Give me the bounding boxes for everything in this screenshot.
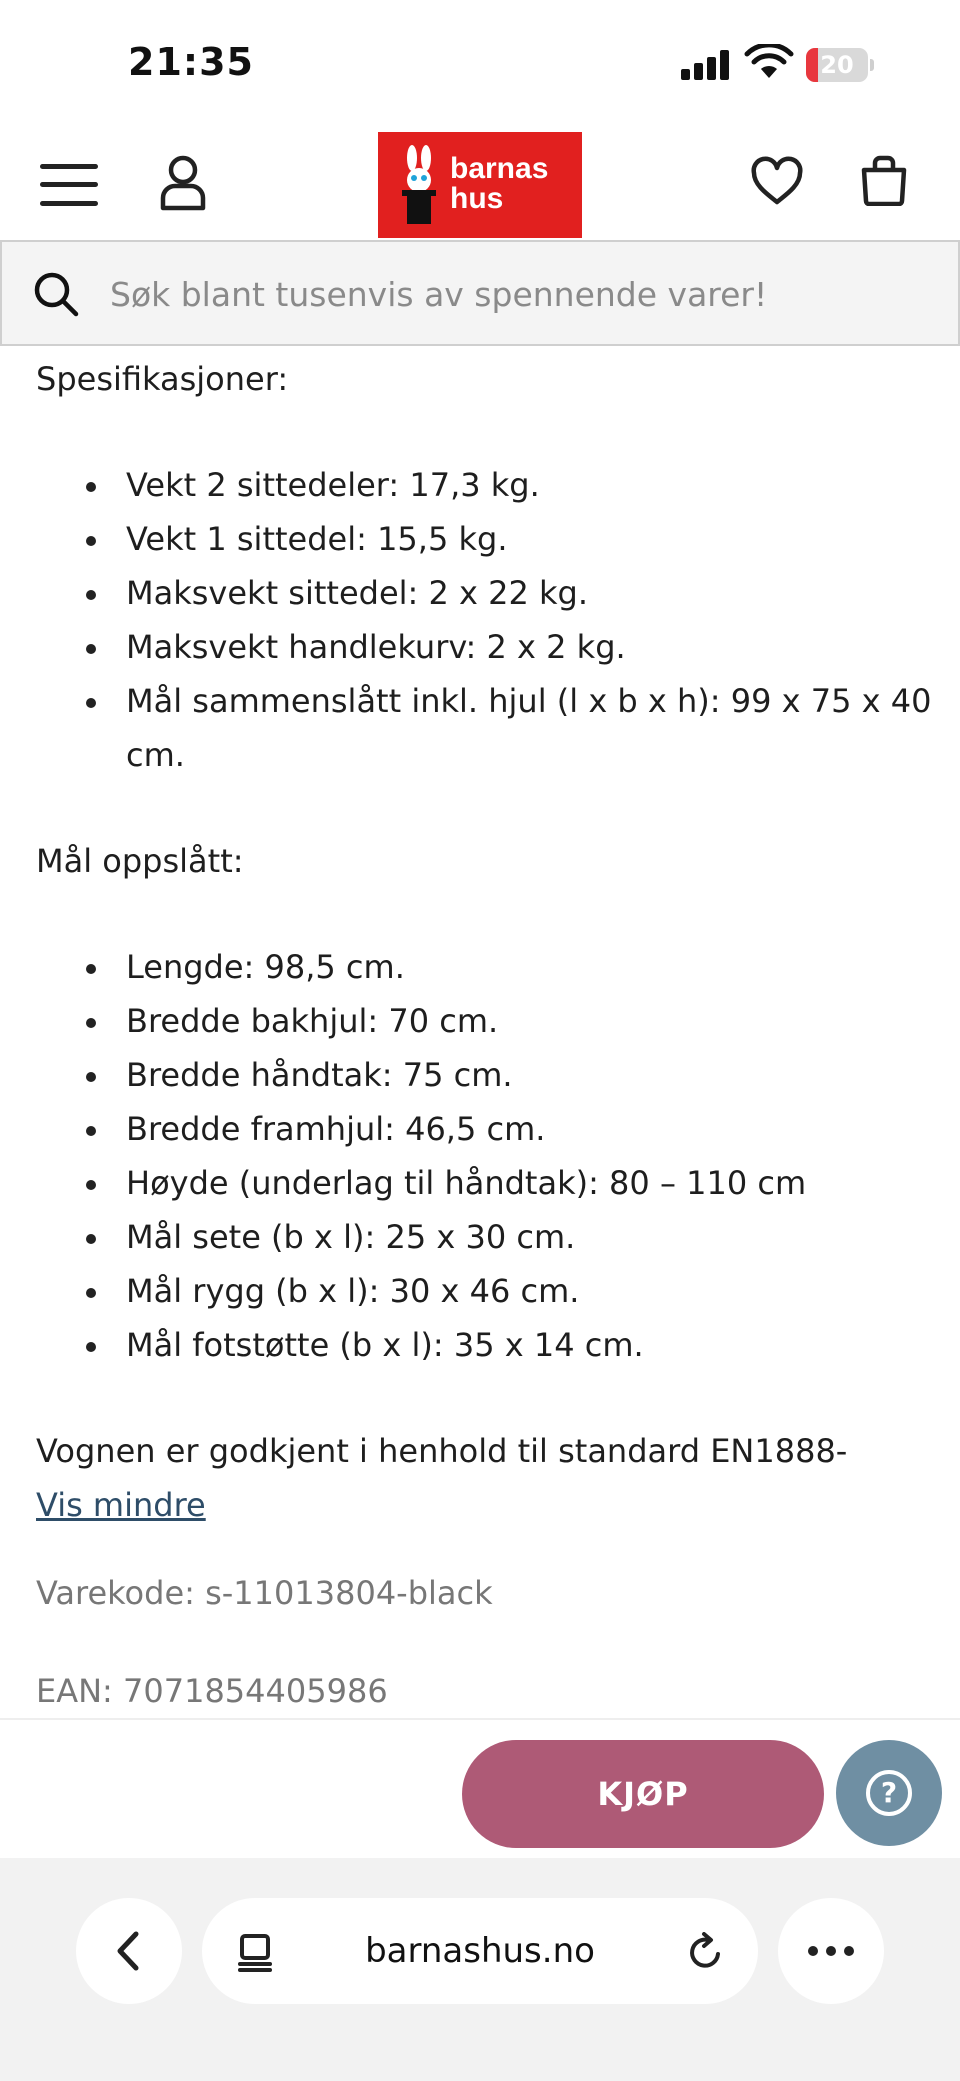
battery-level: 20 (820, 51, 854, 79)
list-item: Bredde framhjul: 46,5 cm. (126, 1102, 936, 1156)
list-item: Mål fotstøtte (b x l): 35 x 14 cm. (126, 1318, 936, 1372)
battery-icon (806, 48, 874, 82)
product-description (36, 352, 936, 1718)
buy-bar (0, 1718, 960, 1858)
unfolded-heading: Mål oppslått: (36, 842, 244, 880)
list-item: Mål sammenslått inkl. hjul (l x b x h): 99 x 75 x 40 cm. (126, 674, 936, 782)
back-button[interactable] (76, 1898, 182, 2004)
search-input[interactable] (110, 270, 930, 318)
spec-list (36, 458, 936, 782)
search-icon[interactable] (32, 270, 80, 318)
menu-icon[interactable] (40, 164, 98, 206)
buy-button[interactable]: KJØP (462, 1740, 824, 1848)
show-less-link[interactable]: Vis mindre (36, 1486, 206, 1524)
list-item: Vekt 1 sittedel: 15,5 kg. (126, 512, 936, 566)
question-icon: ? (866, 1770, 912, 1816)
address-bar[interactable] (202, 1898, 758, 2004)
url-text: barnashus.no (365, 1931, 595, 1971)
rabbit-hat-icon (398, 144, 442, 228)
chevron-left-icon (76, 1898, 182, 2004)
wifi-icon (744, 44, 794, 80)
browser-toolbar (0, 1858, 960, 2081)
unfolded-list (36, 940, 936, 1372)
list-item: Mål rygg (b x l): 30 x 46 cm. (126, 1264, 936, 1318)
list-item: Høyde (underlag til håndtak): 80 – 110 cm (126, 1156, 936, 1210)
reload-icon[interactable] (686, 1932, 726, 1972)
spec-heading: Spesifikasjoner: (36, 360, 289, 398)
approval-text: Vognen er godkjent i henhold til standard EN1888- (36, 1432, 848, 1470)
list-item: Maksvekt sittedel: 2 x 22 kg. (126, 566, 936, 620)
user-icon[interactable] (158, 154, 208, 212)
bag-icon[interactable] (860, 154, 908, 206)
ean-code: EAN: 7071854405986 (36, 1672, 388, 1710)
logo-text: barnas hus (450, 152, 549, 215)
list-item: Bredde håndtak: 75 cm. (126, 1048, 936, 1102)
help-button[interactable] (836, 1740, 942, 1846)
product-code: Varekode: s-11013804-black (36, 1574, 493, 1612)
list-item: Lengde: 98,5 cm. (126, 940, 936, 994)
status-bar (0, 0, 960, 130)
heart-icon[interactable] (750, 156, 804, 206)
site-header (0, 130, 960, 238)
barnashus-logo[interactable] (378, 132, 582, 238)
status-time: 21:35 (128, 40, 254, 84)
list-item: Bredde bakhjul: 70 cm. (126, 994, 936, 1048)
list-item: Maksvekt handlekurv: 2 x 2 kg. (126, 620, 936, 674)
more-dots-icon (778, 1898, 884, 2004)
cellular-signal-icon (681, 50, 731, 80)
search-bar (0, 240, 960, 346)
list-item: Vekt 2 sittedeler: 17,3 kg. (126, 458, 936, 512)
more-button[interactable] (778, 1898, 884, 2004)
list-item: Mål sete (b x l): 25 x 30 cm. (126, 1210, 936, 1264)
